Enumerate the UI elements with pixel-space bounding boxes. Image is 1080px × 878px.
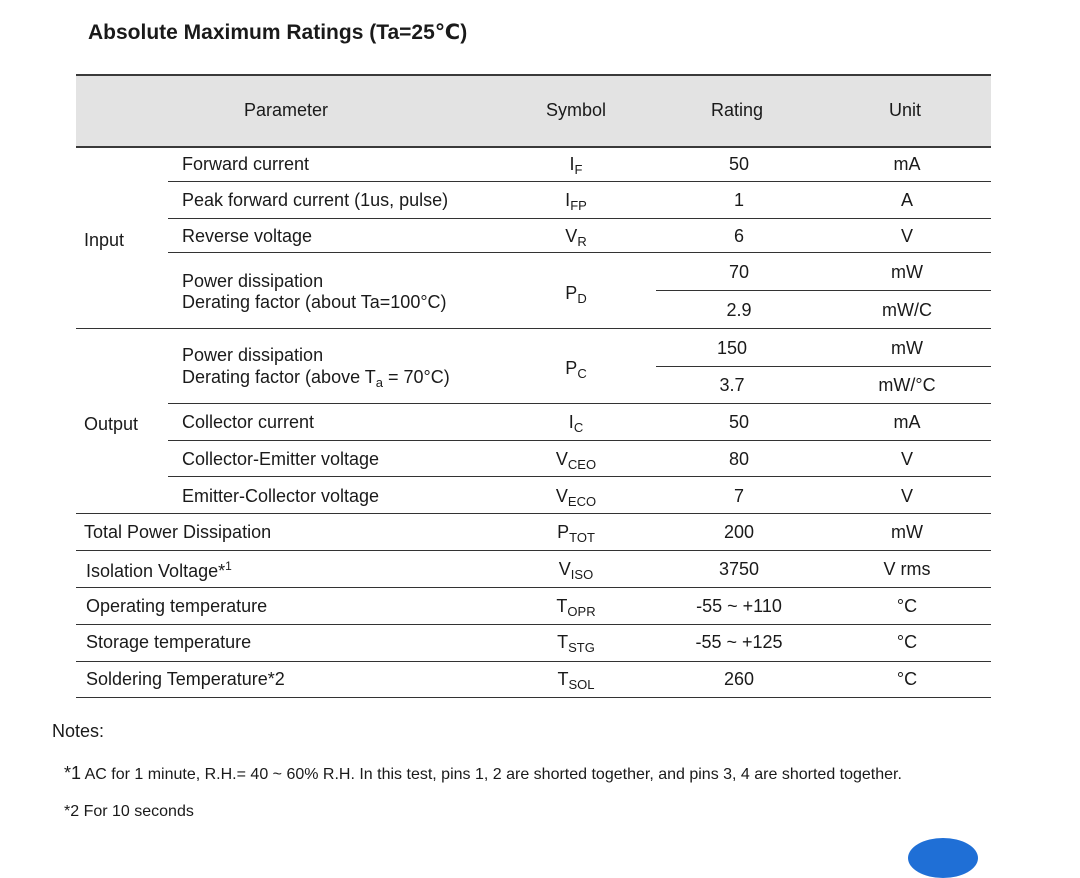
symbol-ic: $I_C$: [568, 412, 584, 435]
group-divider: [76, 513, 991, 514]
page-title: Absolute Maximum Ratings (Ta=25℃): [88, 21, 468, 44]
row-divider: [168, 440, 991, 441]
param-soldering-temperature: Soldering Temperature*2: [86, 669, 285, 689]
param-operating-temperature: Operating temperature: [86, 596, 268, 616]
header-parameter: Parameter: [243, 100, 329, 120]
unit-pd-derating: mW/C: [882, 300, 932, 320]
rating-ifp: 1: [733, 190, 744, 210]
symbol-vceo: $V_{CEO}$: [555, 449, 597, 472]
rating-if: 50: [728, 154, 750, 174]
header-symbol: Symbol: [545, 100, 607, 120]
rating-pc-power: 150: [716, 338, 748, 358]
symbol-veco: $V_{ECO}$: [555, 486, 597, 509]
unit-vceo: V: [900, 449, 913, 469]
unit-pc-derating: mW/°C: [878, 375, 936, 395]
row-divider: [168, 476, 991, 477]
symbol-tsol: $T_{SOL}$: [557, 669, 595, 692]
param-input-derating-factor: Derating factor (about Ta=100°C): [182, 292, 447, 312]
header-unit: Unit: [888, 100, 921, 120]
unit-ic: mA: [893, 412, 921, 432]
param-output-power-dissipation: Power dissipation: [182, 345, 324, 365]
unit-tstg: °C: [896, 632, 918, 652]
unit-pc-power: mW: [891, 338, 923, 358]
header-rating: Rating: [710, 100, 764, 120]
rating-veco: 7: [733, 486, 744, 506]
group-output: Output: [84, 414, 139, 434]
unit-pd-power: mW: [891, 262, 923, 282]
param-total-power-dissipation: Total Power Dissipation: [84, 522, 272, 542]
rating-pd-derating: 2.9: [726, 300, 752, 320]
row-divider: [656, 366, 991, 367]
param-peak-forward-current: Peak forward current (1us, pulse): [182, 190, 449, 210]
param-output-derating-factor: Derating factor (above $T_a = 70^\circ C$): [182, 367, 450, 390]
param-isolation-voltage: Isolation Voltage*$^1$: [86, 559, 232, 581]
table-bottom-rule: [76, 697, 991, 698]
symbol-topr: $T_{OPR}$: [556, 596, 596, 619]
unit-ptot: mW: [891, 522, 923, 542]
table-header: [76, 74, 991, 148]
rating-viso: 3750: [718, 559, 760, 579]
rating-pd-power: 70: [728, 262, 750, 282]
unit-if: mA: [893, 154, 921, 174]
param-reverse-voltage: Reverse voltage: [182, 226, 313, 246]
rating-pc-derating: 3.7: [719, 375, 745, 395]
symbol-tstg: $T_{STG}$: [557, 632, 595, 655]
row-divider: [656, 290, 991, 291]
row-divider: [168, 403, 991, 404]
param-collector-current: Collector current: [182, 412, 315, 432]
param-forward-current: Forward current: [182, 154, 310, 174]
row-divider: [76, 587, 991, 588]
corner-logo-fragment: [908, 838, 978, 878]
rating-tsol: 260: [723, 669, 755, 689]
notes-heading: Notes:: [52, 721, 105, 741]
symbol-viso: $V_{ISO}$: [558, 559, 594, 582]
symbol-ptot: $P_{TOT}$: [557, 522, 595, 545]
symbol-if: $I_F$: [569, 154, 583, 177]
unit-ifp: A: [900, 190, 913, 210]
note-2: *2 For 10 seconds: [64, 803, 194, 820]
unit-vr: V: [900, 226, 913, 246]
row-divider: [168, 252, 991, 253]
row-divider: [76, 661, 991, 662]
row-divider: [76, 550, 991, 551]
note-1: *1 AC for 1 minute, R.H.= 40 ~ 60% R.H. In this test, pins 1, 2 are shorted together, and pins 3, 4 are shorted together.: [64, 763, 902, 783]
rating-vr: 6: [733, 226, 744, 246]
rating-vceo: 80: [728, 449, 750, 469]
rating-ptot: 200: [723, 522, 755, 542]
symbol-pc: $P_C$: [565, 358, 587, 381]
rating-ic: 50: [728, 412, 750, 432]
row-divider: [76, 624, 991, 625]
symbol-pd: $P_D$: [565, 283, 587, 306]
unit-topr: °C: [896, 596, 918, 616]
unit-viso: V rms: [883, 559, 931, 579]
rating-topr: -55 ~ +110: [696, 596, 782, 616]
unit-veco: V: [900, 486, 913, 506]
param-input-power-dissipation: Power dissipation: [182, 271, 324, 291]
unit-tsol: °C: [896, 669, 918, 689]
group-divider: [76, 328, 991, 329]
symbol-ifp: $I_{FP}$: [565, 190, 587, 213]
row-divider: [168, 181, 991, 182]
symbol-vr: $V_R$: [565, 226, 587, 249]
row-divider: [168, 218, 991, 219]
rating-tstg: -55 ~ +125: [695, 632, 783, 652]
group-input: Input: [84, 230, 125, 250]
param-emitter-collector-voltage: Emitter-Collector voltage: [182, 486, 380, 506]
param-storage-temperature: Storage temperature: [86, 632, 252, 652]
param-collector-emitter-voltage: Collector-Emitter voltage: [182, 449, 380, 469]
